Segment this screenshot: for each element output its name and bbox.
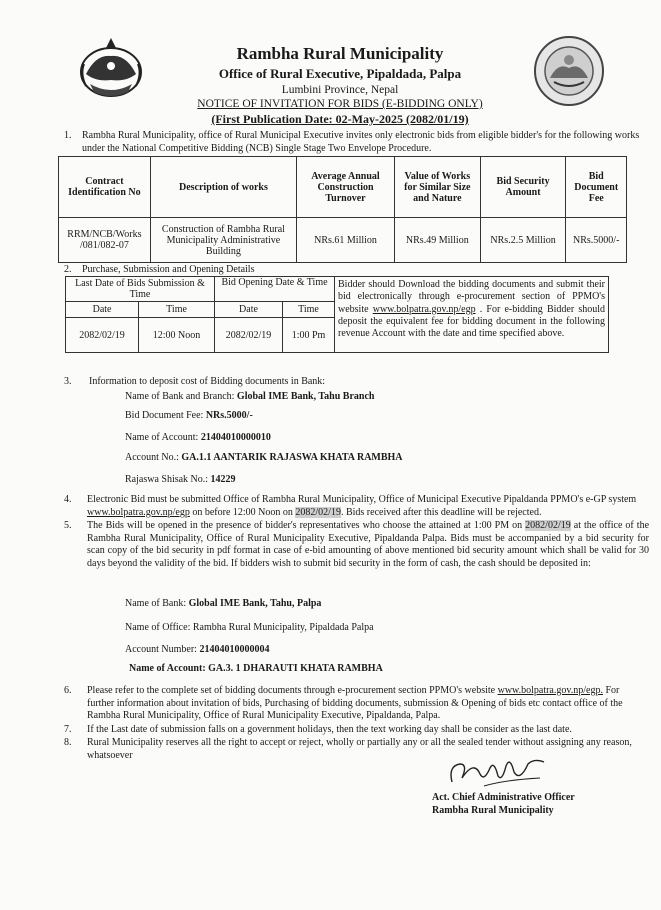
bolpatra-link[interactable]: www.bolpatra.gov.np/egp. — [497, 685, 603, 696]
value: NRs.5000/- — [205, 410, 253, 421]
table-subheader-row — [66, 302, 335, 318]
opening-header: Bid Opening Date & Time — [215, 277, 335, 302]
label: Bid Document Fee: — [125, 410, 206, 421]
value: GA.1.1 AANTARIK RAJASWA KHATA RAMBHA — [181, 452, 403, 463]
table-header-row — [59, 157, 627, 218]
rajaswa-line — [125, 474, 236, 485]
text: Electronic Bid must be submitted Office of Rambha Rural Municipality, Office of Municipal Executive Pipaldanda PPMO's e-GP system — [87, 494, 637, 505]
date-subheader: Date — [66, 302, 139, 318]
label: Name of Account: — [129, 663, 209, 674]
value: GA.3. 1 DHARAUTI KHATA RAMBHA — [208, 663, 383, 674]
value: Global IME Bank, Tahu, Palpa — [188, 598, 322, 609]
location-line: Lumbini Province, Nepal — [281, 84, 399, 96]
time-subheader: Time — [283, 302, 335, 318]
label: Account No.: — [125, 452, 182, 463]
value: Global IME Bank, Tahu Branch — [236, 391, 375, 402]
date-subheader: Date — [215, 302, 283, 318]
table-header: Average Annual Construction Turnover — [297, 157, 395, 218]
works-table — [58, 156, 627, 263]
table-cell: NRs.2.5 Million — [480, 218, 566, 263]
value: 21404010000004 — [199, 644, 270, 655]
table-cell: NRs.61 Million — [297, 218, 395, 263]
label: Name of Bank: — [125, 598, 189, 609]
bid-fee-line — [125, 410, 253, 421]
table-cell: NRs.49 Million — [394, 218, 480, 263]
section-8-number: 8. — [64, 737, 72, 748]
first-publication-date: (First Publication Date: 02-May-2025 (2082/01/19) — [211, 112, 469, 126]
instruction-text: Bidder should Download the bidding documents and submit their bid electronically through e-procurement section of PPMO's website — [338, 279, 605, 315]
table-cell: Construction of Rambha Rural Municipality Administrative Building — [150, 218, 296, 263]
value: 21404010000010 — [200, 432, 271, 443]
submission-opening-table — [65, 276, 335, 353]
section-8-text: Rural Municipality reserves all the right to accept or reject, wholly or partially any or all the sealed tender without assigning any reason, whatsoever — [87, 737, 632, 761]
instruction-text: . For e-bidding Bidder should deposit the equivalent fee for bidding document in the following revenue Account with the date and time specified above. — [338, 303, 606, 340]
table-header: Contract Identification No — [59, 157, 151, 218]
page-title: Rambha Rural Municipality — [236, 44, 444, 63]
table-header-row — [66, 277, 335, 302]
section-7-text: If the Last date of submission falls on a government holidays, then the text working day shall be consider as the last date. — [87, 724, 572, 735]
table-header: Bid Document Fee — [566, 157, 627, 218]
value: Rambha Rural Municipality, Pipaldada Palpa — [192, 622, 374, 633]
account-name-line — [125, 432, 271, 443]
last-date-value: 2082/02/19 — [66, 318, 139, 353]
table-row — [59, 218, 627, 263]
text: at the office of the Rambha Rural Municipality, Office of Rural Municipality Executive, Pipaldanda Palpa. Bids must be accompanied by a bid security for scan copy of the bid security in pdf format in case of e-bid amounting of above mentioned bid security amount which shall be valid for 30 days beyond the validity of the bid. If bidders wish to submit bid security in the form of cash, the cash should be deposited in: — [87, 520, 650, 569]
bolpatra-link[interactable]: www.bolpatra.gov.np/egp — [372, 303, 476, 315]
office-name: Office of Rural Executive, Pipaldada, Palpa — [218, 66, 462, 81]
notice-heading: NOTICE OF INVITATION FOR BIDS (E-BIDDING ONLY) — [197, 98, 483, 110]
municipality-seal-logo — [532, 34, 606, 108]
label: Name of Account: — [125, 432, 201, 443]
bank-branch-line — [125, 391, 374, 402]
cash-office-line — [125, 622, 374, 633]
label: Name of Office: — [125, 622, 193, 633]
section-6-text — [87, 685, 649, 723]
table-row — [66, 318, 335, 353]
cash-account-name-line — [129, 663, 383, 674]
signature-image — [444, 752, 554, 792]
section-6-number: 6. — [64, 685, 72, 696]
text: . Bids received after this deadline will be rejected. — [340, 506, 542, 518]
signatory-title: Act. Chief Administrative Officer — [432, 792, 575, 803]
text: For further information about invitation of bids, Purchasing of bidding documents, submission & Opening of bids etc contact office of the Rambha Rural Municipality, Office of Rural Municipality Executive, Pipaldanda, Palpa. — [87, 685, 623, 721]
section-3-intro: Information to deposit cost of Bidding documents in Bank: — [89, 376, 326, 387]
section-4-text — [87, 494, 649, 519]
section-4-number: 4. — [64, 494, 72, 505]
value: 14229 — [210, 474, 236, 485]
section-1-number: 1. — [64, 130, 72, 141]
text: on before 12:00 Noon on — [189, 506, 296, 518]
cash-bank-line — [125, 598, 321, 609]
account-number-line — [125, 452, 403, 463]
last-date-header: Last Date of Bids Submission & Time — [66, 277, 215, 302]
opening-date: 2082/02/19 — [525, 520, 571, 531]
table-header: Bid Security Amount — [480, 157, 566, 218]
bidding-instructions-box — [334, 276, 609, 353]
last-time-value: 12:00 Noon — [139, 318, 215, 353]
cash-account-number-line — [125, 644, 269, 655]
label: Name of Bank and Branch: — [125, 391, 237, 402]
text: The Bids will be opened in the presence of bidder's representatives who choose the attained at 1:00 PM on — [87, 520, 526, 531]
signatory-org: Rambha Rural Municipality — [432, 805, 554, 816]
section-5-text — [87, 520, 649, 570]
section-2-title: Purchase, Submission and Opening Details — [82, 264, 255, 275]
section-3-number: 3. — [64, 376, 72, 387]
label: Account Number: — [125, 644, 200, 655]
label: Rajaswa Shisak No.: — [125, 474, 211, 485]
section-2-number: 2. — [64, 264, 72, 275]
table-header: Value of Works for Similar Size and Nature — [394, 157, 480, 218]
nepal-emblem-logo — [76, 34, 146, 104]
text: Please refer to the complete set of bidding documents through e-procurement section PPMO's website — [87, 685, 498, 696]
section-7-number: 7. — [64, 724, 72, 735]
section-5-number: 5. — [64, 520, 72, 531]
deadline-date: 2082/02/19 — [295, 506, 341, 518]
bolpatra-link[interactable]: www.bolpatra.gov.np/egp — [87, 506, 190, 518]
open-date-value: 2082/02/19 — [215, 318, 283, 353]
time-subheader: Time — [139, 302, 215, 318]
table-cell: NRs.5000/- — [566, 218, 627, 263]
open-time-value: 1:00 Pm — [283, 318, 335, 353]
table-cell: RRM/NCB/Works /081/082-07 — [59, 218, 151, 263]
table-header: Description of works — [150, 157, 296, 218]
section-1-text: Rambha Rural Municipality, office of Rural Municipal Executive invites only electronic bids from eligible bidder's for the following works under the National Competitive Bidding (NCB) Single Stage Two Envelope Procedure. — [82, 130, 640, 154]
